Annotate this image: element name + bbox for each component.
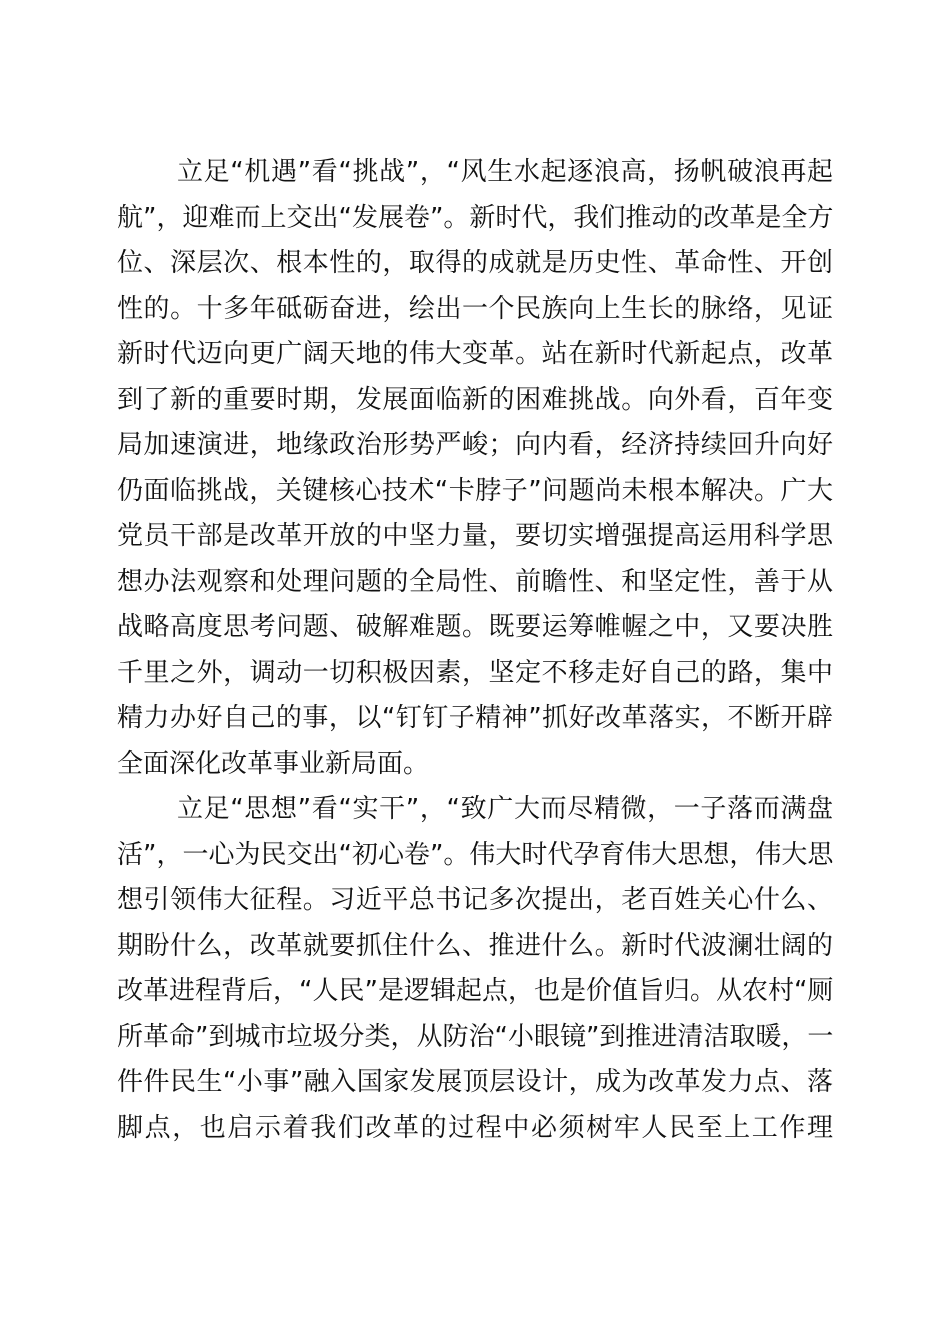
text-line: 改革进程背后，“人民”是逻辑起点，也是价值旨归。从农村“厕 (117, 976, 834, 1006)
text-line: 位、深层次、根本性的，取得的成就是历史性、革命性、开创 (117, 248, 833, 278)
paragraph-thought-action (117, 787, 833, 1151)
text-line: 想引领伟大征程。习近平总书记多次提出，老百姓关心什么、 (117, 885, 833, 915)
text-line: 党员干部是改革开放的中坚力量，要切实增强提高运用科学思 (117, 521, 833, 551)
text-line: 全面深化改革事业新局面。 (117, 748, 430, 779)
text-line: 所革命”到城市垃圾分类，从防治“小眼镜”到推进清洁取暖，一 (117, 1021, 834, 1052)
text-line: 件件民生“小事”融入国家发展顶层设计，成为改革发力点、落 (117, 1067, 833, 1097)
text-line: 千里之外，调动一切积极因素，坚定不移走好自己的路，集中 (117, 657, 833, 688)
text-line: 到了新的重要时期，发展面临新的困难挑战。向外看，百年变 (117, 384, 833, 415)
text-line: 战略高度思考问题、破解难题。既要运筹帷幄之中，又要决胜 (117, 612, 833, 642)
text-line: 脚点，也启示着我们改革的过程中必须树牢人民至上工作理 (117, 1112, 833, 1143)
text-line: 局加速演进，地缘政治形势严峻；向内看，经济持续回升向好 (117, 430, 833, 460)
text-line: 期盼什么，改革就要抓住什么、推进什么。新时代波澜壮阔的 (117, 930, 833, 961)
paragraph-opportunity-challenge (117, 150, 833, 787)
text-line: 立足“思想”看“实干”，“致广大而尽精微，一子落而满盘 (177, 794, 833, 824)
text-line: 航”，迎难而上交出“发展卷”。新时代，我们推动的改革是全方 (117, 202, 834, 233)
document-body (117, 150, 833, 1151)
text-line: 活”，一心为民交出“初心卷”。伟大时代孕育伟大思想，伟大思 (117, 839, 834, 870)
text-line: 想办法观察和处理问题的全局性、前瞻性、和坚定性，善于从 (117, 566, 833, 597)
text-line: 新时代迈向更广阔天地的伟大变革。站在新时代新起点，改革 (117, 339, 833, 369)
text-line: 立足“机遇”看“挑战”，“风生水起逐浪高，扬帆破浪再起 (177, 157, 833, 187)
text-line: 仍面临挑战，关键核心技术“卡脖子”问题尚未根本解决。广大 (117, 475, 833, 506)
text-line: 精力办好自己的事，以“钉钉子精神”抓好改革落实，不断开辟 (117, 703, 833, 733)
text-line: 性的。十多年砥砺奋进，绘出一个民族向上生长的脉络，见证 (117, 293, 833, 324)
